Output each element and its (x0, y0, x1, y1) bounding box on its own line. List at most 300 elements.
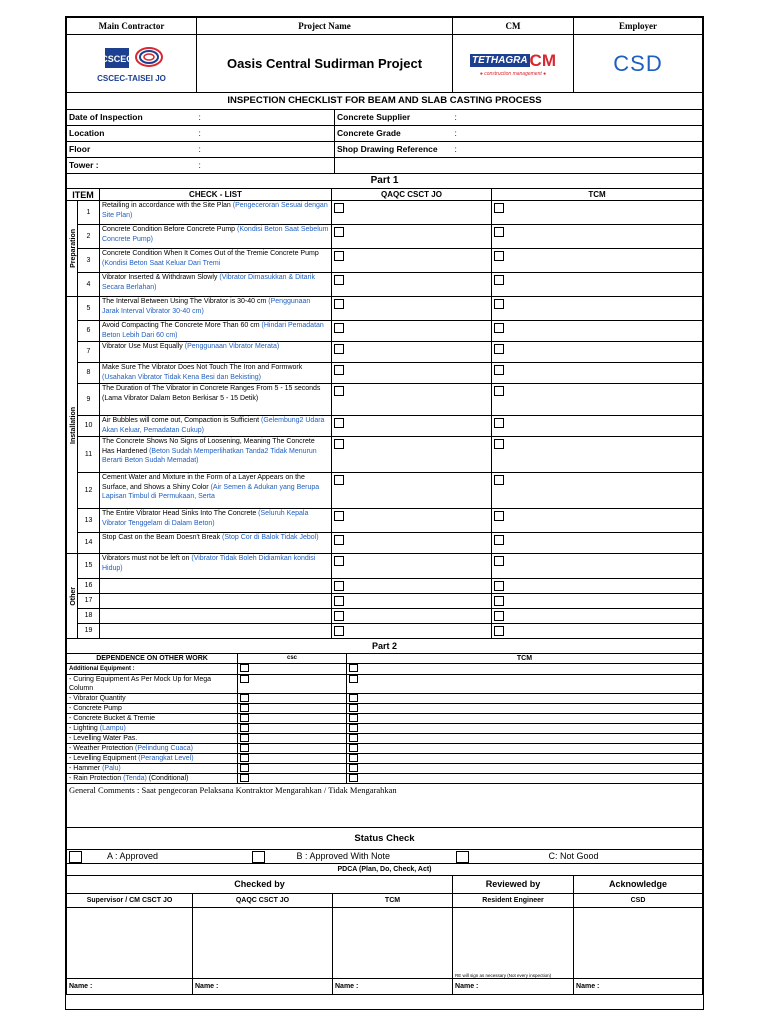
re-note: RE will sign as necessary (Not every inspection) (455, 972, 552, 978)
tcm-dep-cell (347, 723, 703, 733)
tcm-checkbox[interactable] (494, 418, 504, 428)
inspection-form (65, 16, 704, 1010)
tcm-checkbox[interactable] (494, 323, 504, 333)
qaqc-check-cell (332, 624, 492, 639)
tcm-checkbox[interactable] (494, 556, 504, 566)
tcm-dep-checkbox[interactable] (349, 724, 358, 732)
item-text (100, 273, 332, 297)
group-label-text: Other (70, 586, 77, 606)
name-supervisor[interactable]: Name : (67, 978, 193, 994)
qaqc-check-cell (332, 297, 492, 321)
qaqc-checkbox[interactable] (334, 439, 344, 449)
role-qaqc: QAQC CSCT JO (193, 893, 333, 907)
item-number: 1 (78, 201, 100, 225)
item-number: 3 (78, 249, 100, 273)
status-a[interactable] (67, 850, 250, 864)
csc-dep-checkbox[interactable] (240, 734, 249, 742)
item-text-id: (Gelembung2 Udara Akan Keluar, Pemadatan Cukup) (102, 417, 325, 434)
dependence-row (67, 703, 703, 713)
dependence-row (67, 733, 703, 743)
checklist-row (67, 416, 703, 437)
status-check-title: Status Check (67, 828, 703, 850)
item-number: 19 (78, 624, 100, 639)
csc-dep-cell (238, 703, 347, 713)
checklist-row (67, 554, 703, 579)
item-text (100, 533, 332, 554)
qaqc-checkbox[interactable] (334, 323, 344, 333)
csc-header: csc (238, 653, 347, 663)
qaqc-check-cell (332, 609, 492, 624)
checked-by-label: Checked by (67, 876, 453, 893)
floor-field[interactable]: : (197, 141, 335, 157)
qaqc-check-cell (332, 342, 492, 363)
item-text-en: Concrete Condition When It Comes Out of the Tremie Concrete Pump (102, 250, 319, 257)
concrete-supplier-field[interactable]: : (453, 109, 703, 125)
csc-dep-checkbox[interactable] (240, 664, 249, 672)
tcm-checkbox[interactable] (494, 251, 504, 261)
dependence-row (67, 693, 703, 703)
item-text (100, 249, 332, 273)
item-text (100, 579, 332, 594)
tcm-header-2: TCM (347, 653, 703, 663)
checklist-row (67, 321, 703, 342)
dependence-item (67, 753, 238, 763)
status-c-checkbox[interactable] (456, 851, 469, 863)
item-text-id: (Vibrator Tidak Boleh Didiamkan kondisi Hidup) (102, 555, 316, 572)
project-title: Oasis Central Sudirman Project (197, 35, 453, 93)
item-number: 11 (78, 437, 100, 473)
item-number: 13 (78, 509, 100, 533)
tcm-check-cell (492, 416, 703, 437)
name-tcm[interactable]: Name : (333, 978, 453, 994)
name-csd[interactable]: Name : (574, 978, 703, 994)
qaqc-checkbox[interactable] (334, 299, 344, 309)
dependence-text: - Concrete Pump (69, 704, 122, 712)
qaqc-checkbox[interactable] (334, 203, 344, 213)
svg-text:CSCEC: CSCEC (100, 54, 133, 64)
status-c[interactable] (454, 850, 703, 864)
dependence-item (67, 693, 238, 703)
item-text (100, 297, 332, 321)
csc-dep-checkbox[interactable] (240, 704, 249, 712)
csc-dep-cell (238, 663, 347, 674)
item-text-en: Concrete Condition Before Concrete Pump (102, 226, 236, 233)
dependence-item (67, 743, 238, 753)
tcm-check-cell (492, 363, 703, 384)
item-text (100, 609, 332, 624)
checklist-header: CHECK - LIST (100, 189, 332, 201)
csc-dep-cell (238, 674, 347, 693)
tcm-checkbox[interactable] (494, 535, 504, 545)
dependence-row (67, 674, 703, 693)
tcm-checkbox[interactable] (494, 365, 504, 375)
dependence-text: - Rain Protection (69, 774, 122, 782)
item-text-id: (Stop Cor di Balok Tidak Jebol) (222, 534, 319, 541)
item-text (100, 554, 332, 579)
tcm-checkbox[interactable] (494, 511, 504, 521)
tcm-checkbox[interactable] (494, 344, 504, 354)
status-a-label: A : Approved (107, 850, 159, 861)
qaqc-check-cell (332, 384, 492, 416)
item-text-id: (Usahakan Vibrator Tidak Kena Besi dan Bekisting) (102, 373, 262, 381)
dependence-item (67, 713, 238, 723)
signature-qaqc[interactable] (193, 907, 333, 978)
item-number: 4 (78, 273, 100, 297)
part2-title: Part 2 (67, 639, 703, 653)
item-text-en: The Entire Vibrator Head Sinks Into The Concrete (102, 510, 257, 517)
item-number: 9 (78, 384, 100, 416)
item-text (100, 473, 332, 509)
item-number: 5 (78, 297, 100, 321)
tcm-dep-checkbox[interactable] (349, 694, 358, 702)
dependence-text-id: (Lampu) (99, 724, 126, 732)
tcm-check-cell (492, 201, 703, 225)
tcm-checkbox[interactable] (494, 203, 504, 213)
info-table (66, 93, 703, 174)
item-number: 6 (78, 321, 100, 342)
qaqc-check-cell (332, 225, 492, 249)
dependence-row (67, 763, 703, 773)
qaqc-checkbox[interactable] (334, 344, 344, 354)
dependence-item (67, 733, 238, 743)
item-text (100, 384, 332, 416)
dependence-text: Additional Equipment : (69, 665, 135, 672)
qaqc-checkbox[interactable] (334, 511, 344, 521)
tcm-checkbox[interactable] (494, 626, 504, 636)
item-text-id: (Penggunaan Jarak Interval Vibrator 30-40 cm) (102, 298, 311, 315)
qaqc-checkbox[interactable] (334, 365, 344, 375)
checklist-row (67, 437, 703, 473)
location-field[interactable]: : (197, 125, 335, 141)
tcm-check-cell (492, 609, 703, 624)
checklist-row (67, 297, 703, 321)
general-comments[interactable]: General Comments : Saat pengecoran Pelaksana Kontraktor Mengarahkan / Tidak Mengarahkan (67, 783, 703, 827)
name-qaqc[interactable]: Name : (193, 978, 333, 994)
status-b-label: B : Approved With Note (296, 850, 391, 861)
status-b-checkbox[interactable] (252, 851, 265, 863)
acknowledge-label: Acknowledge (574, 876, 703, 893)
tcm-dep-cell (347, 753, 703, 763)
checklist-row (67, 201, 703, 225)
blank-label (335, 157, 453, 173)
qaqc-checkbox[interactable] (334, 535, 344, 545)
tcm-check-cell (492, 624, 703, 639)
item-text-id: (Seluruh Kepala Vibrator Tenggelam di Dalam Beton) (102, 510, 309, 527)
checklist-row (67, 273, 703, 297)
qaqc-check-cell (332, 594, 492, 609)
qaqc-checkbox[interactable] (334, 596, 344, 606)
tower-field[interactable]: : (197, 157, 335, 173)
status-table (66, 828, 703, 877)
signature-resident-engineer[interactable] (453, 907, 574, 978)
cm-label: CM (453, 18, 574, 35)
tcm-dep-checkbox[interactable] (349, 714, 358, 722)
qaqc-header: QAQC CSCT JO (332, 189, 492, 201)
item-text (100, 624, 332, 639)
csc-dep-cell (238, 753, 347, 763)
qaqc-checkbox[interactable] (334, 581, 344, 591)
dependence-item (67, 763, 238, 773)
item-text-id: (Hindari Pemadatan Beton Lebih Dari 60 cm) (102, 322, 324, 339)
qaqc-check-cell (332, 321, 492, 342)
date-of-inspection-label: Date of Inspection (67, 109, 197, 125)
tcm-dep-cell (347, 763, 703, 773)
group-label (67, 201, 78, 297)
checklist-row (67, 594, 703, 609)
tcm-checkbox[interactable] (494, 386, 504, 396)
qaqc-checkbox[interactable] (334, 475, 344, 485)
dependence-text: - Vibrator Quantity (69, 694, 126, 702)
tcm-dep-cell (347, 743, 703, 753)
tcm-checkbox[interactable] (494, 475, 504, 485)
item-number: 12 (78, 473, 100, 509)
tethagra-logo-text: TETHAGRA (471, 55, 528, 66)
role-csd: CSD (574, 893, 703, 907)
dependence-header: DEPENDENCE ON OTHER WORK (67, 653, 238, 663)
tcm-dep-cell (347, 693, 703, 703)
checklist-row (67, 579, 703, 594)
tcm-dep-checkbox[interactable] (349, 704, 358, 712)
item-text-en: The Concrete Shows No Signs of Loosening, Meaning The Concrete Has Hardened (102, 438, 315, 455)
qaqc-checkbox[interactable] (334, 275, 344, 285)
qaqc-checkbox[interactable] (334, 556, 344, 566)
qaqc-checkbox[interactable] (334, 611, 344, 621)
tcm-checkbox[interactable] (494, 439, 504, 449)
form-title: INSPECTION CHECKLIST FOR BEAM AND SLAB CASTING PROCESS (67, 93, 703, 109)
cm-logo-sub: ● construction management ● (479, 70, 547, 77)
qaqc-checkbox[interactable] (334, 418, 344, 428)
tcm-check-cell (492, 594, 703, 609)
tcm-checkbox[interactable] (494, 227, 504, 237)
dependence-text: - Curing Equipment As Per Mock Up for Mega Column (69, 675, 212, 692)
tcm-checkbox[interactable] (494, 299, 504, 309)
checklist-row (67, 533, 703, 554)
shop-drawing-field[interactable]: : (453, 141, 703, 157)
csc-dep-checkbox[interactable] (240, 764, 249, 772)
dependence-text: - Weather Protection (69, 744, 134, 752)
dependence-text: - Lighting (69, 724, 98, 732)
item-text (100, 437, 332, 473)
tcm-dep-checkbox[interactable] (349, 774, 358, 782)
status-a-checkbox[interactable] (69, 851, 82, 863)
dependence-text-id: (Pelindung Cuaca) (135, 744, 194, 752)
item-text-id: (Kondisi Beton Saat Sebelum Concrete Pump) (102, 226, 329, 243)
checklist-row (67, 363, 703, 384)
group-label-text: Preparation (70, 229, 77, 268)
shop-drawing-label: Shop Drawing Reference (335, 141, 453, 157)
qaqc-check-cell (332, 473, 492, 509)
dependence-text: - Concrete Bucket & Tremie (69, 714, 155, 722)
group-label (67, 297, 78, 554)
concrete-grade-field[interactable]: : (453, 125, 703, 141)
item-header: ITEM (67, 189, 100, 201)
qaqc-check-cell (332, 554, 492, 579)
tcm-checkbox[interactable] (494, 275, 504, 285)
main-contractor-label: Main Contractor (67, 18, 197, 35)
checklist-row (67, 624, 703, 639)
csc-dep-checkbox[interactable] (240, 675, 249, 683)
qaqc-checkbox[interactable] (334, 626, 344, 636)
item-text-id: (Vibrator Dimasukkan & Ditarik Secara Berlahan) (102, 274, 315, 291)
tcm-check-cell (492, 273, 703, 297)
qaqc-checkbox[interactable] (334, 251, 344, 261)
tcm-checkbox[interactable] (494, 611, 504, 621)
qaqc-check-cell (332, 416, 492, 437)
tcm-dep-cell (347, 733, 703, 743)
qaqc-check-cell (332, 509, 492, 533)
name-resident-engineer[interactable]: Name : (453, 978, 574, 994)
dependence-row (67, 743, 703, 753)
cm-logo-text: CM (529, 50, 556, 70)
csc-dep-checkbox[interactable] (240, 724, 249, 732)
csc-dep-checkbox[interactable] (240, 774, 249, 782)
csc-dep-checkbox[interactable] (240, 754, 249, 762)
csc-dep-checkbox[interactable] (240, 714, 249, 722)
tcm-check-cell (492, 342, 703, 363)
item-text-id: (Kondisi Beton Saat Keluar Dari Tremi (102, 259, 221, 267)
tcm-check-cell (492, 225, 703, 249)
checklist-row (67, 249, 703, 273)
status-c-label: C: Not Good (548, 850, 599, 861)
csc-dep-cell (238, 693, 347, 703)
tcm-dep-checkbox[interactable] (349, 675, 358, 683)
dependence-text-id: (Palu) (102, 764, 121, 772)
cscec-logo (67, 35, 197, 93)
cm-logo (453, 35, 574, 93)
csc-dep-checkbox[interactable] (240, 694, 249, 702)
signature-supervisor[interactable] (67, 907, 193, 978)
tcm-check-cell (492, 297, 703, 321)
item-text-en: Cement Water and Mixture in the Form of a Layer Appears on the Surface, and Shows a Shiny Color (102, 474, 305, 491)
concrete-grade-label: Concrete Grade (335, 125, 453, 141)
item-number: 7 (78, 342, 100, 363)
blank-field (453, 157, 703, 173)
cscec-logo-text: CSCEC-TAISEI JO (97, 74, 166, 83)
dependence-text: - Levelling Equipment (69, 754, 137, 762)
dependence-text: - Hammer (69, 764, 101, 772)
item-text (100, 363, 332, 384)
tcm-check-cell (492, 554, 703, 579)
csc-dep-checkbox[interactable] (240, 744, 249, 752)
checklist-row (67, 509, 703, 533)
role-tcm: TCM (333, 893, 453, 907)
qaqc-check-cell (332, 579, 492, 594)
checklist-row (67, 342, 703, 363)
item-text (100, 342, 332, 363)
tcm-dep-checkbox[interactable] (349, 754, 358, 762)
tcm-dep-cell (347, 713, 703, 723)
location-label: Location (67, 125, 197, 141)
dependence-row (67, 753, 703, 763)
item-text-id: (Penggunaan Vibrator Merata) (184, 343, 280, 350)
item-number: 16 (78, 579, 100, 594)
tcm-check-cell (492, 437, 703, 473)
tcm-checkbox[interactable] (494, 596, 504, 606)
item-text-en: The Interval Between Using The Vibrator is 30-40 cm (102, 298, 267, 305)
project-name-label: Project Name (197, 18, 453, 35)
signature-csd[interactable] (574, 907, 703, 978)
date-of-inspection-field[interactable]: : (197, 109, 335, 125)
item-text-en: Retailing in accordance with the Site Plan (102, 202, 231, 209)
item-text (100, 416, 332, 437)
csc-dep-cell (238, 773, 347, 783)
qaqc-check-cell (332, 201, 492, 225)
tcm-dep-checkbox[interactable] (349, 734, 358, 742)
role-supervisor: Supervisor / CM CSCT JO (67, 893, 193, 907)
dependence-suffix: (Conditional) (146, 774, 189, 782)
item-text-en: The Duration of The Vibrator in Concrete Ranges From 5 - 15 seconds (Lama Vibrator Dalam Beton Berkisar 5 - 15 Detik) (102, 385, 321, 402)
qaqc-check-cell (332, 249, 492, 273)
item-text (100, 201, 332, 225)
item-text-en: Stop Cast on the Beam Doesn't Break (102, 534, 221, 541)
dependence-text-id: (Perangkat Level) (138, 754, 194, 762)
tcm-check-cell (492, 321, 703, 342)
checklist-row (67, 225, 703, 249)
dependence-item (67, 773, 238, 783)
role-resident-engineer: Resident Engineer (453, 893, 574, 907)
tcm-dep-cell (347, 773, 703, 783)
dependence-item (67, 723, 238, 733)
tcm-check-cell (492, 533, 703, 554)
item-text-en: Air Bubbles will come out, Compaction is Sufficient (102, 417, 260, 424)
csc-dep-cell (238, 763, 347, 773)
tcm-check-cell (492, 384, 703, 416)
checklist-row (67, 384, 703, 416)
csc-dep-cell (238, 713, 347, 723)
tcm-check-cell (492, 579, 703, 594)
group-label (67, 554, 78, 639)
item-text-en: Vibrators must not be left on (102, 555, 190, 562)
qaqc-checkbox[interactable] (334, 227, 344, 237)
reviewed-by-label: Reviewed by (453, 876, 574, 893)
item-text-id: (Air Semen & Adukan yang Berupa Lapisan Timbul di Permukaan, Serta (102, 483, 320, 500)
item-text (100, 225, 332, 249)
item-text-en: Vibrator Use Must Equally (102, 343, 183, 350)
dependence-text-id: (Tenda) (123, 774, 147, 782)
csc-dep-cell (238, 723, 347, 733)
tcm-check-cell (492, 473, 703, 509)
csc-dep-cell (238, 733, 347, 743)
status-b[interactable] (250, 850, 454, 864)
qaqc-check-cell (332, 363, 492, 384)
tcm-dep-checkbox[interactable] (349, 764, 358, 772)
dependence-row (67, 663, 703, 674)
part1-table (66, 174, 703, 640)
qaqc-checkbox[interactable] (334, 386, 344, 396)
tcm-checkbox[interactable] (494, 581, 504, 591)
tcm-dep-checkbox[interactable] (349, 744, 358, 752)
group-label-text: Installation (70, 406, 77, 444)
checklist-row (67, 609, 703, 624)
tcm-header: TCM (492, 189, 703, 201)
item-text-en: Make Sure The Vibrator Does Not Touch The Iron and Formwork (102, 364, 303, 371)
checklist-row (67, 473, 703, 509)
signoff-table (66, 876, 703, 995)
tcm-check-cell (492, 509, 703, 533)
item-number: 15 (78, 554, 100, 579)
item-text-id: (Beton Sudah Memperlihatkan Tanda2 Tidak Menurun Berarti Beton Sudah Memadat) (102, 447, 317, 464)
item-number: 10 (78, 416, 100, 437)
qaqc-check-cell (332, 533, 492, 554)
item-number: 18 (78, 609, 100, 624)
qaqc-check-cell (332, 437, 492, 473)
tcm-dep-checkbox[interactable] (349, 664, 358, 672)
tcm-dep-cell (347, 663, 703, 674)
signature-tcm[interactable] (333, 907, 453, 978)
item-text (100, 594, 332, 609)
csc-dep-cell (238, 743, 347, 753)
item-number: 8 (78, 363, 100, 384)
